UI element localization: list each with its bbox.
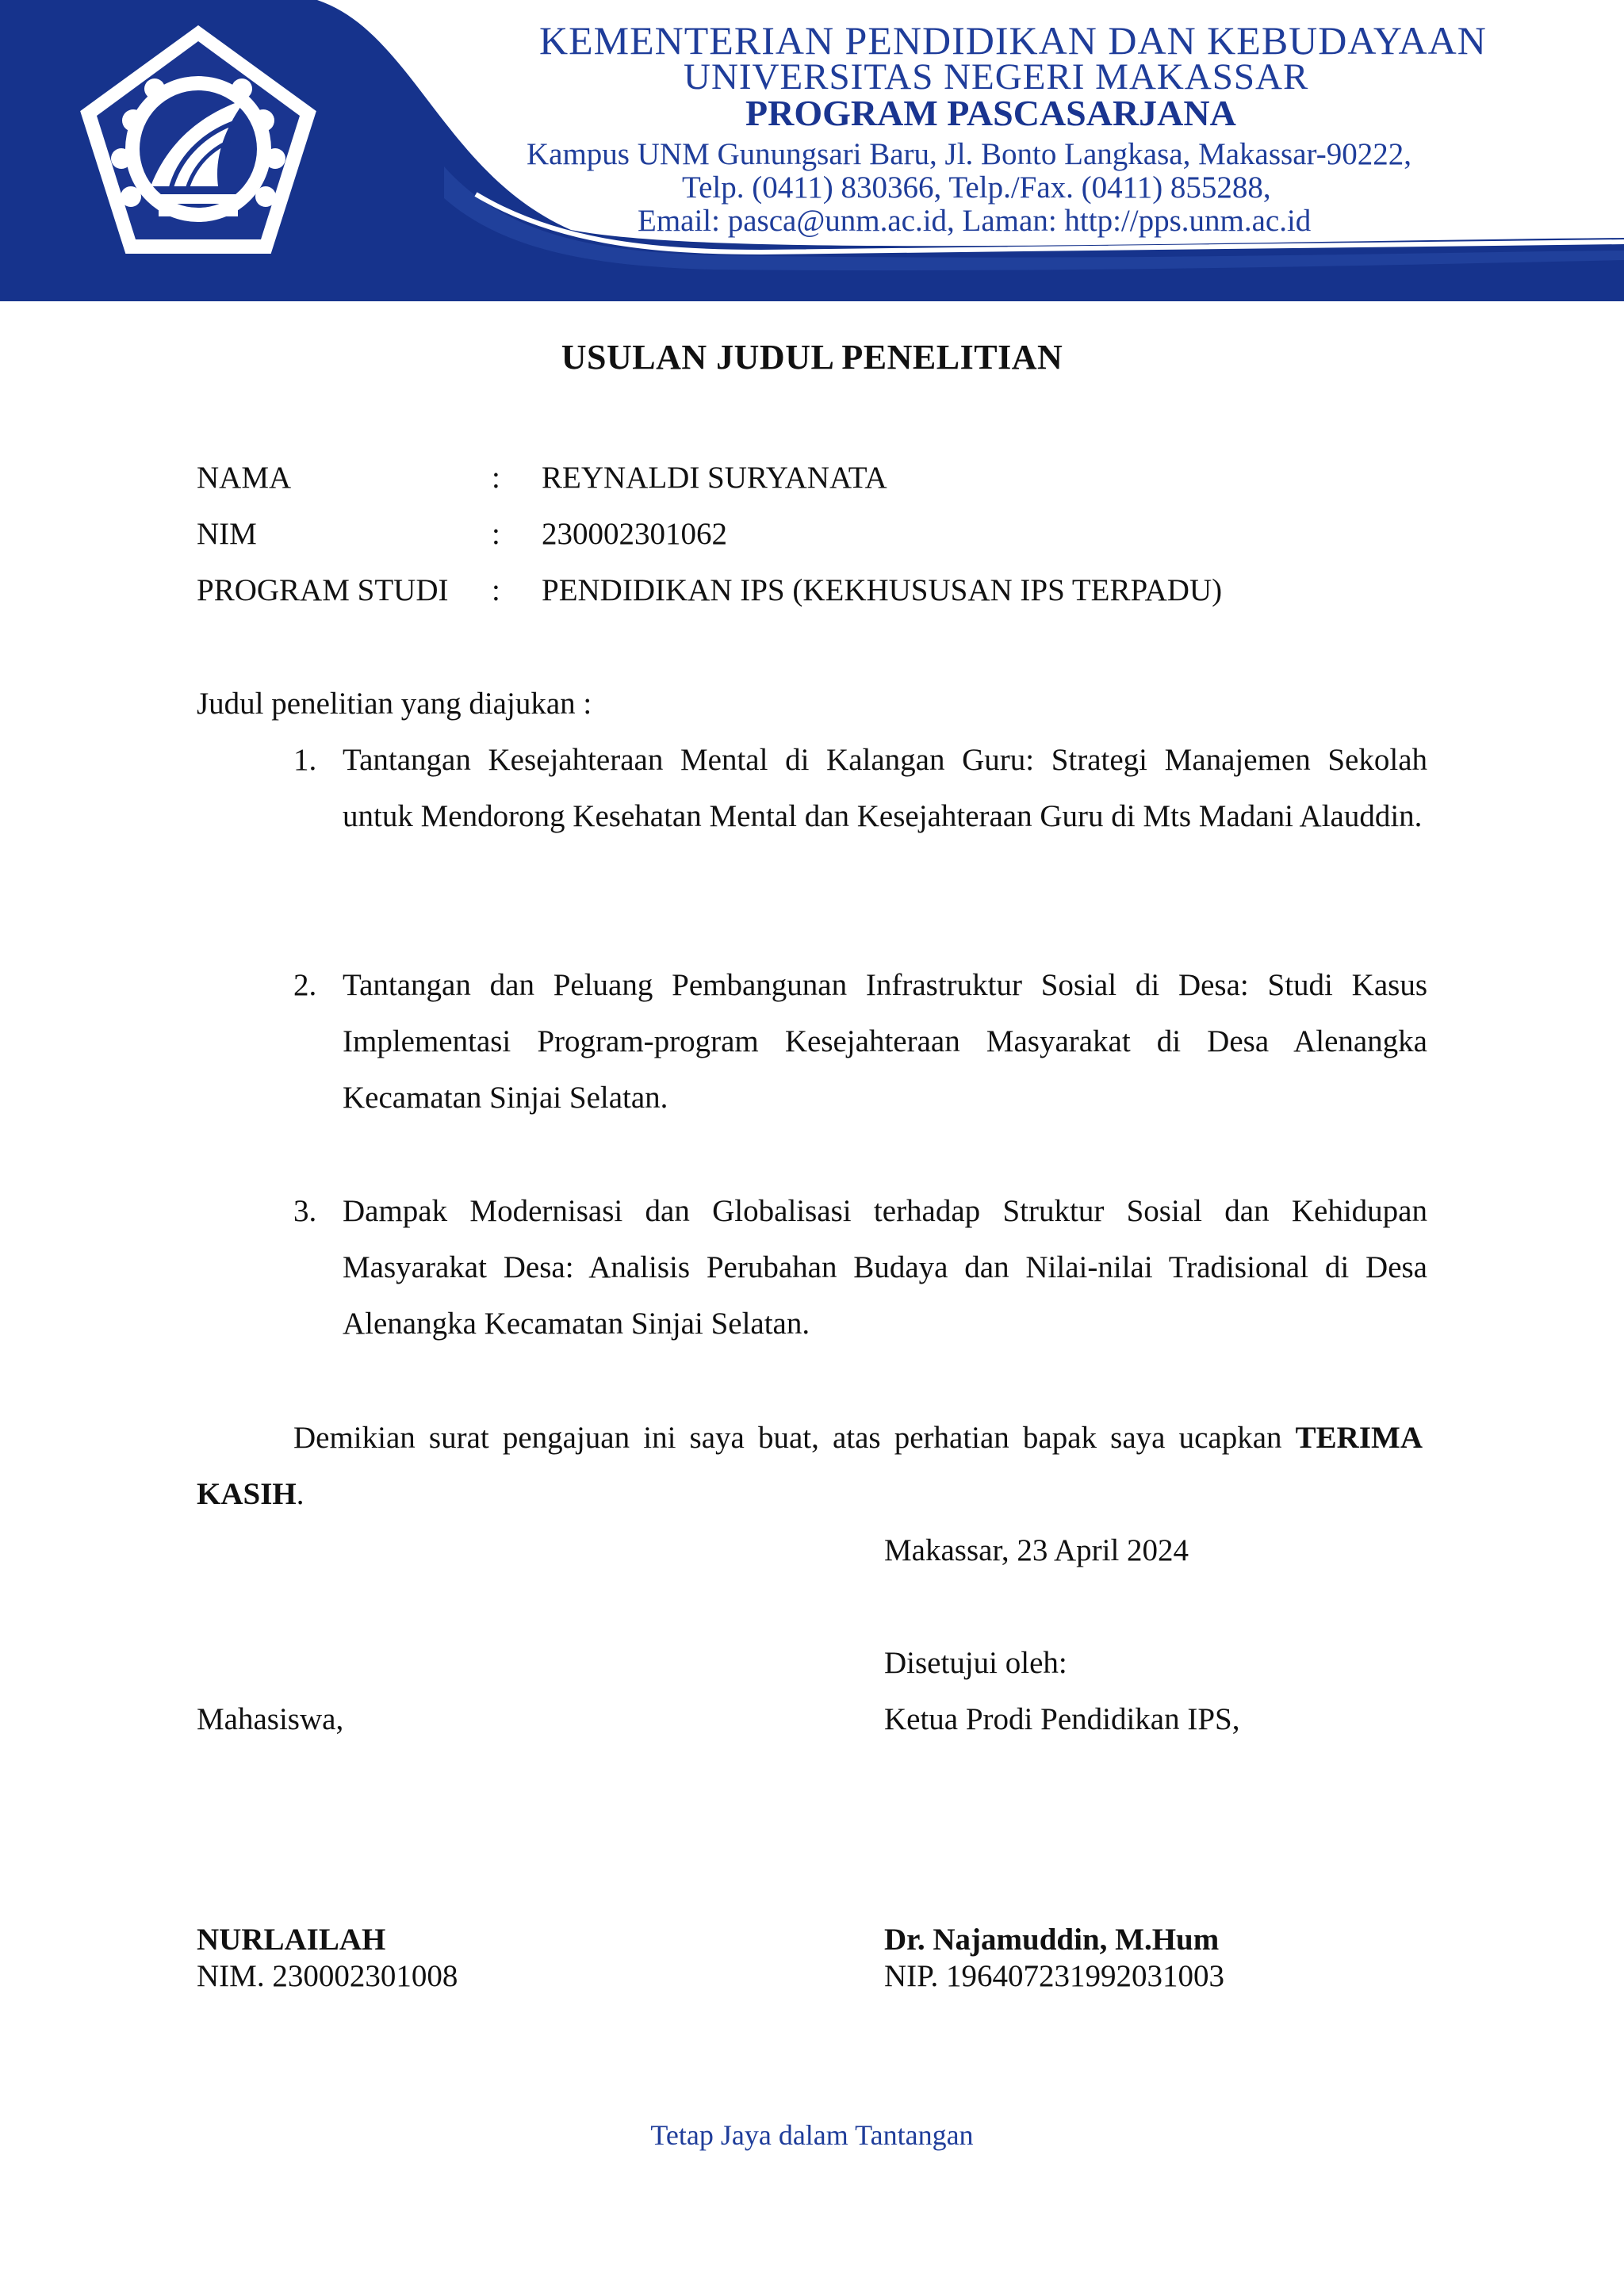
proposal-number: 2. xyxy=(293,968,317,1002)
head-id: NIP. 196407231992031003 xyxy=(884,1959,1225,1993)
footer-motto: Tetap Jaya dalam Tantangan xyxy=(650,2119,974,2151)
identity-colon: : xyxy=(492,573,500,607)
proposal-number: 1. xyxy=(293,743,317,777)
program-name: PROGRAM PASCASARJANA xyxy=(745,93,1236,133)
place-date: Makassar, 23 April 2024 xyxy=(884,1533,1189,1567)
closing-end: . xyxy=(296,1477,304,1511)
university-name: UNIVERSITAS NEGERI MAKASSAR xyxy=(684,56,1309,98)
document-title: USULAN JUDUL PENELITIAN xyxy=(561,338,1063,377)
proposal-item xyxy=(293,957,1427,1126)
identity-value-nim: 230002301062 xyxy=(542,517,727,551)
proposal-item xyxy=(293,1183,1427,1352)
identity-label-program: PROGRAM STUDI xyxy=(197,573,449,607)
ministry-name: KEMENTERIAN PENDIDIKAN DAN KEBUDAYAAN xyxy=(539,18,1487,63)
approved-by: Disetujui oleh: xyxy=(884,1646,1067,1680)
proposal-text: Tantangan dan Peluang Pembangunan Infrastruktur Sosial di Desa: Studi Kasus Implementasi Program-program Kesejahteraan Masyarakat di Desa Alenangka Kecamatan Sinjai Selatan. xyxy=(343,968,1427,1115)
identity-value-name: REYNALDI SURYANATA xyxy=(542,461,887,495)
student-name: NURLAILAH xyxy=(197,1923,386,1957)
address-line: Kampus UNM Gunungsari Baru, Jl. Bonto Langkasa, Makassar-90222, xyxy=(527,137,1411,171)
identity-colon: : xyxy=(492,517,500,551)
proposal-text: Dampak Modernisasi dan Globalisasi terhadap Struktur Sosial dan Kehidupan Masyarakat Desa: Analisis Perubahan Budaya dan Nilai-nilai Tradisional di Desa Alenangka Kecamatan Sinjai Selatan. xyxy=(343,1194,1427,1341)
identity-colon: : xyxy=(492,461,500,495)
student-role: Mahasiswa, xyxy=(197,1702,344,1736)
closing-emphasis: TERIMA KASIH xyxy=(197,1421,1423,1511)
proposal-item xyxy=(293,732,1427,844)
head-role: Ketua Prodi Pendidikan IPS, xyxy=(884,1702,1240,1736)
proposal-number: 3. xyxy=(293,1194,317,1228)
identity-label-name: NAMA xyxy=(197,461,292,495)
identity-label-nim: NIM xyxy=(197,517,257,551)
phone-line: Telp. (0411) 830366, Telp./Fax. (0411) 855288, xyxy=(682,170,1271,205)
unm-logo-icon xyxy=(75,24,321,262)
closing-text: Demikian surat pengajuan ini saya buat, atas perhatian bapak saya ucapkan xyxy=(293,1421,1296,1455)
proposal-text: Tantangan Kesejahteraan Mental di Kalangan Guru: Strategi Manajemen Sekolah untuk Mendorong Kesehatan Mental dan Kesejahteraan Guru di Mts Madani Alauddin. xyxy=(343,743,1427,833)
email-line: Email: pasca@unm.ac.id, Laman: http://pps.unm.ac.id xyxy=(638,204,1312,238)
proposals-intro: Judul penelitian yang diajukan : xyxy=(197,687,592,721)
identity-value-program: PENDIDIKAN IPS (KEKHUSUSAN IPS TERPADU) xyxy=(542,573,1223,607)
letterhead xyxy=(0,0,1624,301)
closing-paragraph xyxy=(197,1410,1423,1522)
head-name: Dr. Najamuddin, M.Hum xyxy=(884,1923,1220,1957)
student-id: NIM. 230002301008 xyxy=(197,1959,458,1993)
